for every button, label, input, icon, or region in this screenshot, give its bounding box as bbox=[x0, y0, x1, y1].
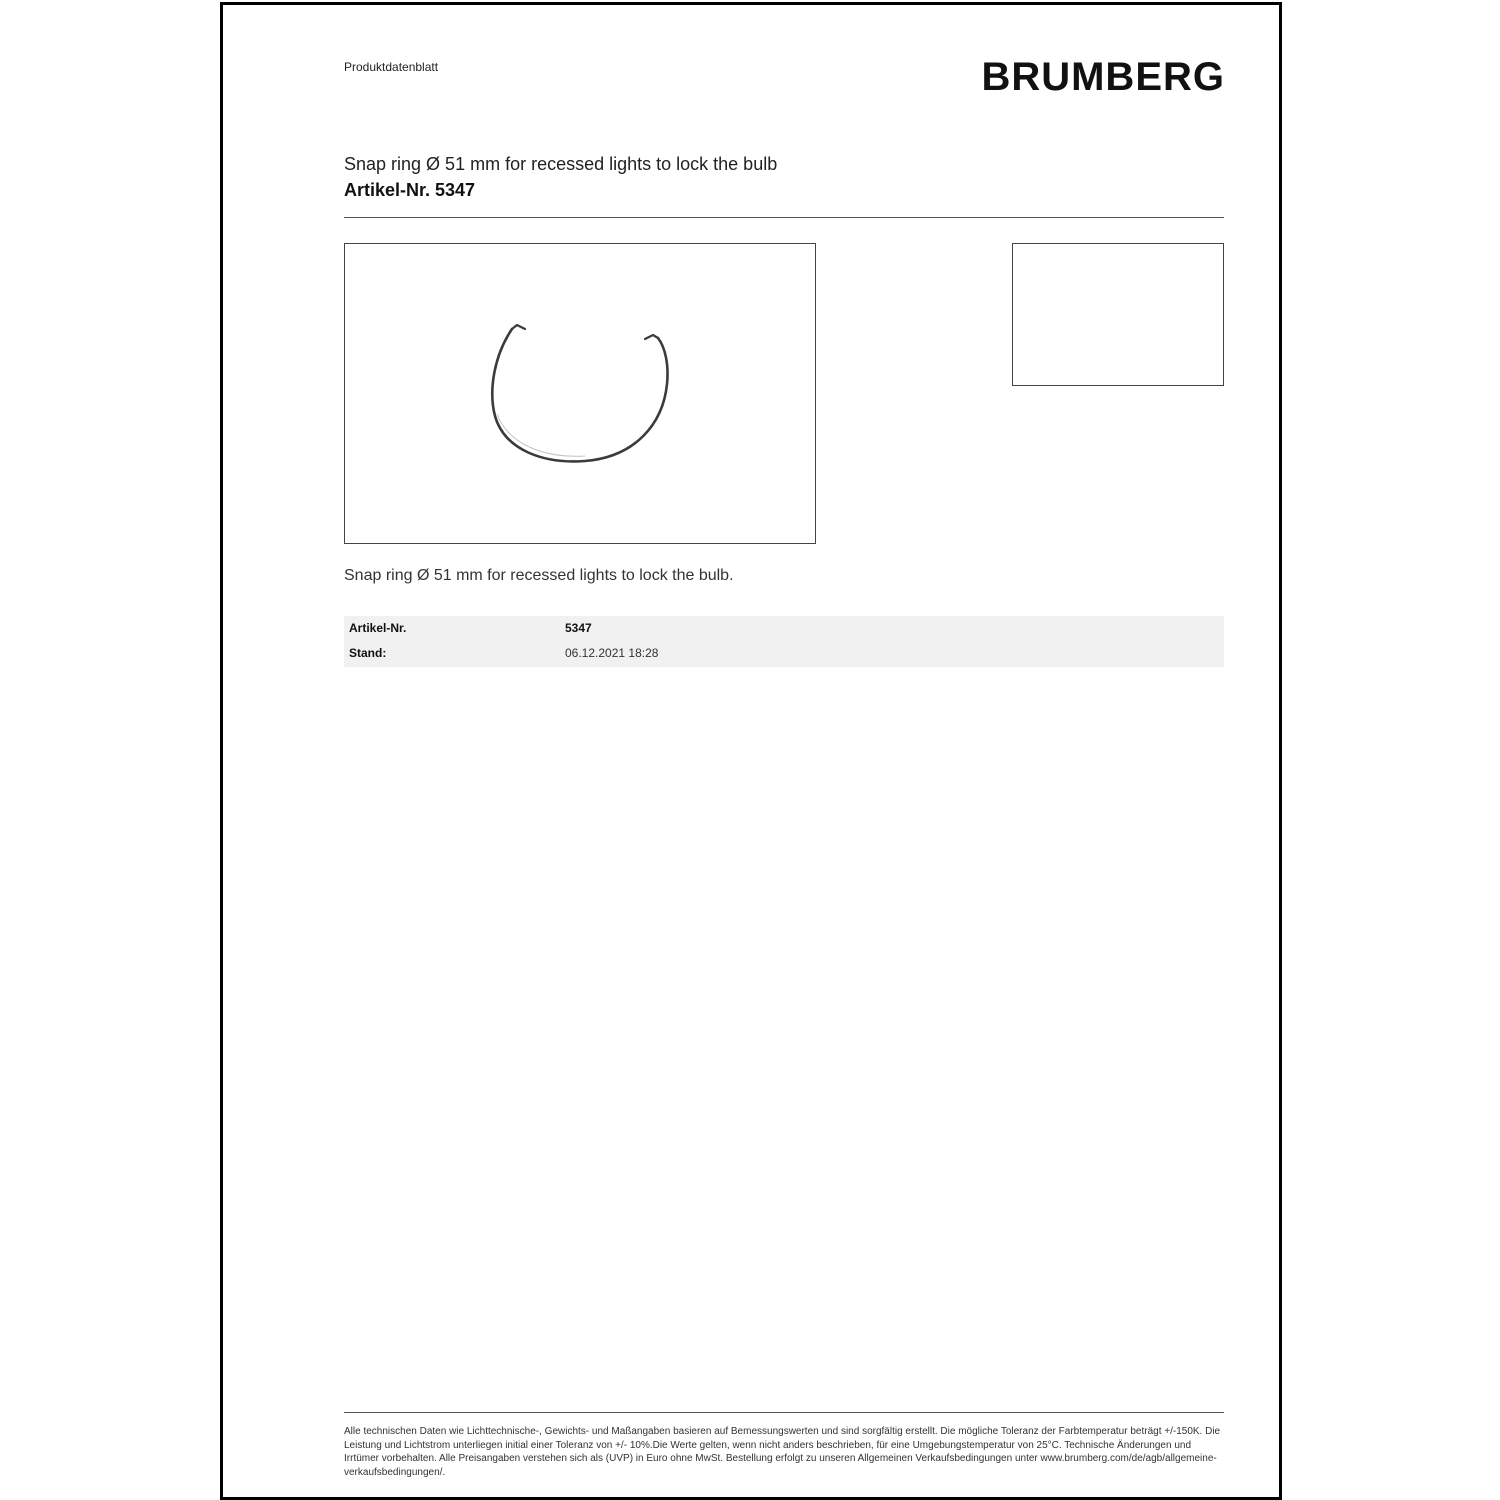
product-description: Snap ring Ø 51 mm for recessed lights to lock the bulb. bbox=[344, 567, 734, 584]
product-title: Snap ring Ø 51 mm for recessed lights to lock the bulb bbox=[344, 154, 778, 174]
spec-value: 06.12.2021 18:28 bbox=[565, 646, 659, 660]
table-row bbox=[344, 616, 1224, 640]
spec-value: 5347 bbox=[565, 621, 592, 635]
document-type-label: Produktdatenblatt bbox=[344, 60, 439, 74]
brand-logo: BRUMBERG bbox=[981, 55, 1225, 99]
spec-table bbox=[344, 616, 1224, 667]
article-number-heading: Artikel-Nr. 5347 bbox=[344, 180, 476, 200]
footer-divider bbox=[344, 1412, 1224, 1413]
footer-disclaimer: Alle technischen Daten wie Lichttechnische-, Gewichts- und Maßangaben basieren auf Bemessungswerten und sind sorgfältig erstellt. Die mögliche Toleranz der Farbtemperatur beträgt +/-150K. Die Leistung und Lichtstrom unterliegen initial einer Toleranz von +/- 10%.Die Werte gelten, wenn nicht anders beschrieben, für eine Umgebungstemperatur von 25°C. Technische Änderungen und Irrtümer vorbehalten. Alle Preisangaben verstehen sich als (UVP) in Euro ohne MwSt. Bestellung erfolgt zu unseren Allgemeinen Verkaufsbedingungen unter www.brumberg.com/de/agb/allgemeine-verkaufsbedingungen/. bbox=[344, 1426, 1221, 1478]
datasheet-page bbox=[220, 2, 1282, 1500]
spec-label: Artikel-Nr. bbox=[349, 621, 407, 635]
header-divider bbox=[344, 217, 1224, 218]
snap-ring-illustration bbox=[345, 244, 815, 543]
secondary-image-placeholder bbox=[1012, 243, 1224, 386]
spec-label: Stand: bbox=[349, 646, 387, 660]
table-row bbox=[344, 641, 1224, 665]
product-image bbox=[344, 243, 816, 544]
